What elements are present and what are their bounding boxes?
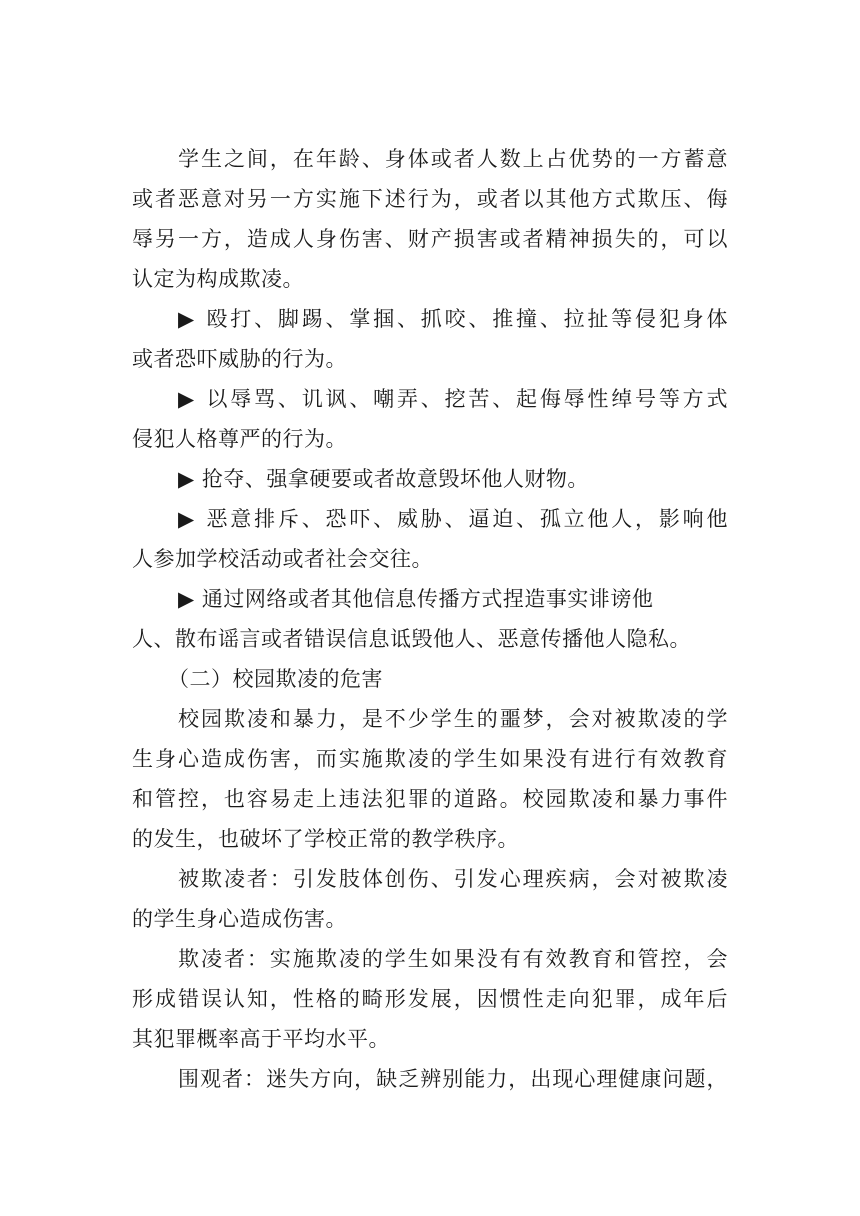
harm-intro-line-4: 的发生，也破坏了学校正常的教学秩序。: [132, 827, 519, 851]
definition-line-4: 认定为构成欺凌。: [132, 267, 304, 291]
behavior-item-2-line-2: 侵犯人格尊严的行为。: [132, 427, 347, 451]
behavior-item-3-line-1: ▶ 抢夺、强拿硬要或者故意毁坏他人财物。: [178, 467, 589, 491]
behavior-item-5-line-2: 人、散布谣言或者错误信息诋毁他人、恶意传播他人隐私。: [132, 627, 691, 651]
bully-line-3: 其犯罪概率高于平均水平。: [132, 1027, 390, 1051]
behavior-item-1-line-1: ▶ 殴打、脚踢、掌掴、抓咬、推撞、拉扯等侵犯身体: [178, 307, 728, 331]
behavior-item-4-line-1: ▶ 恶意排斥、恐吓、威胁、逼迫、孤立他人，影响他: [178, 507, 728, 531]
behavior-item-1-line-2: 或者恐吓威胁的行为。: [132, 347, 347, 371]
harm-intro-line-3: 和管控，也容易走上违法犯罪的道路。校园欺凌和暴力事件: [132, 787, 728, 811]
definition-line-1: 学生之间，在年龄、身体或者人数上占优势的一方蓄意: [178, 147, 728, 171]
bully-line-2: 形成错误认知，性格的畸形发展，因惯性走向犯罪，成年后: [132, 987, 728, 1011]
harm-intro-line-2: 生身心造成伤害，而实施欺凌的学生如果没有进行有效教育: [132, 747, 728, 771]
victim-line-2: 的学生身心造成伤害。: [132, 907, 347, 931]
definition-line-2: 或者恶意对另一方实施下述行为，或者以其他方式欺压、侮: [132, 187, 728, 211]
behavior-item-4-line-2: 人参加学校活动或者社会交往。: [132, 547, 433, 571]
behavior-item-2-line-1: ▶ 以辱骂、讥讽、嘲弄、挖苦、起侮辱性绰号等方式: [178, 387, 728, 411]
definition-line-3: 辱另一方，造成人身伤害、财产损害或者精神损失的，可以: [132, 227, 728, 251]
bully-line-1: 欺凌者：实施欺凌的学生如果没有有效教育和管控，会: [178, 947, 728, 971]
victim-line-1: 被欺凌者：引发肢体创伤、引发心理疾病，会对被欺凌: [178, 867, 728, 891]
harm-intro-line-1: 校园欺凌和暴力，是不少学生的噩梦，会对被欺凌的学: [178, 707, 728, 731]
behavior-item-5-line-1: ▶ 通过网络或者其他信息传播方式捏造事实诽谤他: [178, 587, 654, 611]
section-heading: （二）校园欺凌的危害: [168, 667, 383, 691]
bystander-line-1: 围观者：迷失方向，缺乏辨别能力，出现心理健康问题，: [178, 1067, 728, 1091]
